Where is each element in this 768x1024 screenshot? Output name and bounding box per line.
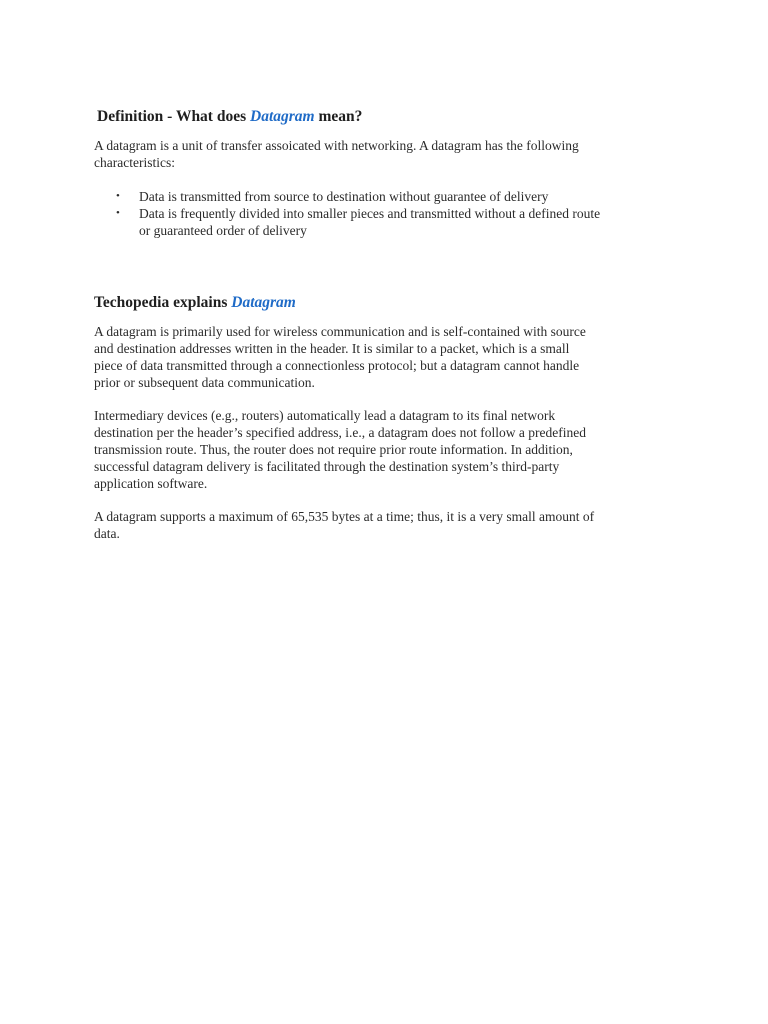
- list-item: [94, 205, 694, 239]
- text-line: successful datagram delivery is facilitated through the destination system’s third-party: [94, 459, 560, 474]
- text-line: application software.: [94, 476, 208, 491]
- definition-heading-suffix: mean?: [314, 108, 363, 125]
- list-item: [94, 188, 694, 205]
- bullet-icon: •: [116, 190, 120, 202]
- text-line: transmission route. Thus, the router does not require prior route information. In addition,: [94, 442, 573, 457]
- text-line: prior or subsequent data communication.: [94, 375, 315, 390]
- text-line: A datagram is primarily used for wireless communication and is self-contained with source: [94, 324, 586, 339]
- explains-paragraph-3: [94, 508, 684, 542]
- text-line: piece of data transmitted through a connectionless protocol; but a datagram cannot handle: [94, 358, 580, 373]
- text-line: Data is frequently divided into smaller pieces and transmitted without a defined route: [139, 206, 601, 221]
- characteristics-list: [94, 188, 694, 239]
- definition-heading-prefix: Definition - What does: [97, 108, 251, 125]
- explains-heading: [94, 294, 296, 312]
- bullet-icon: •: [116, 207, 120, 219]
- text-line: A datagram supports a maximum of 65,535 bytes at a time; thus, it is a very small amount of: [94, 509, 595, 524]
- text-line: or guaranteed order of delivery: [139, 223, 307, 238]
- text-line: characteristics:: [94, 155, 175, 170]
- definition-heading-term: Datagram: [250, 108, 315, 125]
- text-line: Intermediary devices (e.g., routers) automatically lead a datagram to its final network: [94, 408, 556, 423]
- text-line: and destination addresses written in the header. It is similar to a packet, which is a small: [94, 341, 570, 356]
- explains-heading-prefix: Techopedia explains: [94, 294, 232, 311]
- explains-paragraph-2: [94, 407, 684, 492]
- definition-intro: [94, 137, 684, 171]
- text-line: destination per the header’s specified address, i.e., a datagram does not follow a predefined: [94, 425, 586, 440]
- definition-heading: [97, 108, 362, 126]
- text-line: data.: [94, 526, 120, 541]
- explains-paragraph-1: [94, 323, 684, 391]
- text-line: Data is transmitted from source to destination without guarantee of delivery: [139, 189, 549, 204]
- explains-heading-term: Datagram: [231, 294, 296, 311]
- text-line: A datagram is a unit of transfer assoicated with networking. A datagram has the following: [94, 138, 579, 153]
